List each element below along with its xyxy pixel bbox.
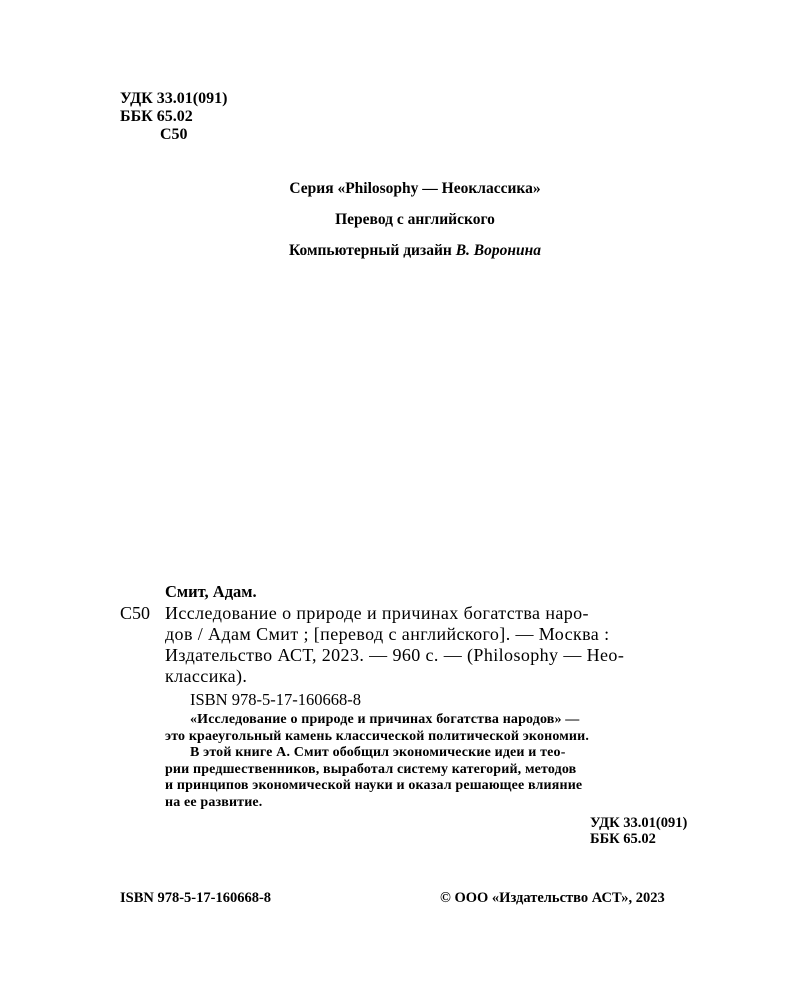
bbk-code-bottom: ББК 65.02 xyxy=(590,831,656,847)
biblio-description xyxy=(165,603,713,687)
udk-code: УДК 33.01(091) xyxy=(120,90,228,107)
annotation-line: «Исследование о природе и причинах богатства народов» — xyxy=(190,712,580,727)
translation-line: Перевод с английского xyxy=(335,211,495,228)
index-bottom xyxy=(590,815,687,847)
udk-code-bottom: УДК 33.01(091) xyxy=(590,815,688,831)
copyright-line: © ООО «Издательство АСТ», 2023 xyxy=(440,890,665,906)
design-label: Компьютерный дизайн xyxy=(289,242,452,259)
annotation-line: рии предшественников, выработал систему категорий, методов xyxy=(165,761,577,777)
biblio-line: дов / Адам Смит ; [перевод с английского]. — Москва : xyxy=(165,624,610,644)
biblio-line: классика). xyxy=(165,666,248,686)
designer-name: В. Воронина xyxy=(455,242,541,259)
author-heading: Смит, Адам. xyxy=(165,582,257,601)
annotation-line: на ее развитие. xyxy=(165,794,263,810)
annotation-line: это краеугольный камень классической политической экономии. xyxy=(165,728,589,744)
bbk-code: ББК 65.02 xyxy=(120,108,193,125)
biblio-author-mark: С50 xyxy=(120,603,151,623)
biblio-isbn: ISBN 978-5-17-160668-8 xyxy=(190,690,361,709)
design-line xyxy=(0,242,800,260)
classification-block xyxy=(120,90,227,144)
annotation-line: В этой книге А. Смит обобщил экономические идеи и тео- xyxy=(190,745,566,760)
biblio-line: Исследование о природе и причинах богатства наро- xyxy=(165,603,589,623)
footer-isbn: ISBN 978-5-17-160668-8 xyxy=(120,890,272,906)
biblio-line: Издательство АСТ, 2023. — 960 с. — (Philosophy — Нео- xyxy=(165,645,625,665)
author-mark: С50 xyxy=(160,126,188,143)
series-line: Серия «Philosophy — Неоклассика» xyxy=(289,180,541,197)
annotation xyxy=(165,712,713,811)
annotation-line: и принципов экономической науки и оказал решающее влияние xyxy=(165,778,583,793)
